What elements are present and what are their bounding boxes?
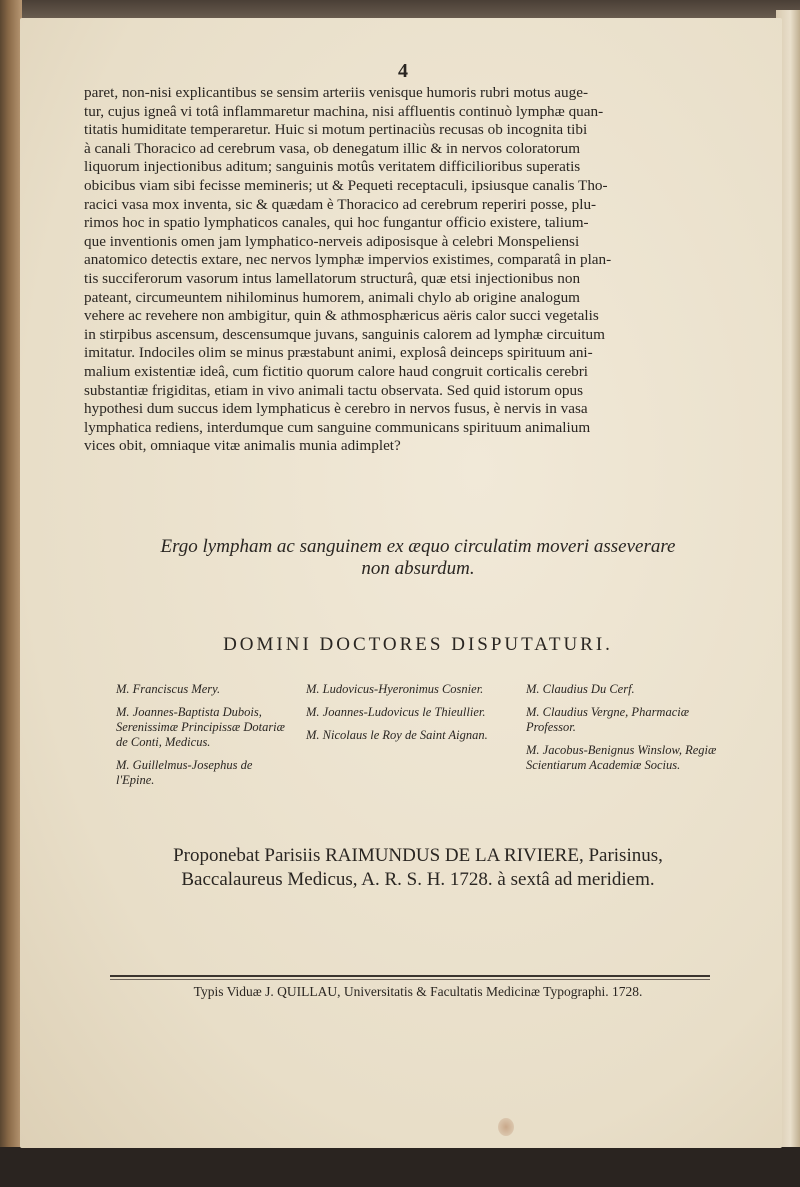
- text-line: hypothesi dum succus idem lymphaticus è cerebro in nervos fusus, è nervis in vasa: [84, 400, 588, 418]
- doctor-entry: M. Jacobus-Benignus Winslow, Regiæ Scientiarum Academiæ Socius.: [526, 743, 717, 772]
- text-line: pateant, circumeuntem nihilominus humorem, animali chylo ab origine analogum: [84, 288, 580, 306]
- text-line: substantiæ frigiditas, etiam in vivo animali tactu observata. Sed quid istorum opus: [84, 381, 584, 399]
- doctor-entry: M. Guillelmus-Josephus de l'Epine.: [116, 758, 253, 787]
- paper-stain: [498, 1118, 514, 1136]
- text-line: à canali Thoracico ad cerebrum vasa, ob denegatum illic & in nervos coloratorum: [84, 139, 581, 157]
- text-line: anatomico detectis extare, nec nervos lymphæ impervios existimes, comparatâ in plan-: [84, 251, 612, 269]
- doctors-list: [116, 682, 736, 796]
- text-line: malium existentiæ ideâ, cum fictitio quorum calore haud congruit corticalis cerebri: [84, 362, 588, 380]
- text-line: obicibus viam sibi fecisse memineris; ut & Pequeti receptaculi, ipsiusque canalis Tho-: [84, 176, 608, 194]
- body-paragraph: [84, 84, 752, 456]
- doctor-entry: M. Franciscus Mery.: [116, 682, 221, 696]
- divider-rule: [110, 979, 710, 980]
- text-line: vices obit, omniaque vitæ animalis munia adimplet?: [84, 437, 401, 455]
- bottom-shadow: [0, 1147, 800, 1187]
- text-line: racici vasa mox inventa, sic & quædam è Thoracico ad cerebrum reperiri posse, plu-: [84, 195, 597, 213]
- text-line: paret, non-nisi explicantibus se sensim arteriis venisque humoris rubri motus auge-: [84, 84, 589, 101]
- printer-imprint: Typis Viduæ J. QUILLAU, Universitatis & Facultatis Medicinæ Typographi. 1728.: [193, 984, 643, 999]
- proponebat-line-1: Proponebat Parisiis RAIMUNDUS DE LA RIVIERE, Parisinus,: [173, 845, 663, 866]
- conclusion-line-1: Ergo lympham ac sanguinem ex æquo circulatim moveri asseverare: [160, 536, 676, 557]
- doctor-entry: M. Joannes-Baptista Dubois, Serenissimæ Principissæ Dotariæ de Conti, Medicus.: [116, 705, 285, 749]
- text-line: in stirpibus ascensum, descensumque juvans, sanguinis calorem ad lymphæ circuitum: [84, 325, 605, 343]
- text-line: vehere ac revehere non ambigitur, quin & athmosphæricus aëris calor succi vegetalis: [84, 307, 599, 325]
- text-line: liquorum injectionibus aditum; sanguinis motûs veritatem difficilioribus superatis: [84, 158, 581, 176]
- text-line: imitatur. Indociles olim se minus præstabunt animi, explosâ deinceps spirituum ani-: [84, 344, 593, 362]
- document-page: [20, 18, 782, 1148]
- doctor-entry: M. Claudius Du Cerf.: [526, 682, 635, 696]
- page-number: 4: [398, 60, 408, 82]
- proponebat-line-2: Baccalaureus Medicus, A. R. S. H. 1728. à sextâ ad meridiem.: [181, 869, 655, 890]
- text-line: rimos hoc in spatio lymphaticos canales, qui hoc fungantur officio existere, talium-: [84, 214, 589, 232]
- doctor-entry: M. Claudius Vergne, Pharmaciæ Professor.: [526, 705, 690, 734]
- book-spine: [0, 0, 22, 1187]
- text-line: tur, cujus igneâ vi totâ inflammaretur machina, nisi affluentis continuò lymphæ quan-: [84, 102, 604, 120]
- text-line: tis succiferorum vasorum intus lamellatorum structurâ, quæ etsi injectionibus non: [84, 269, 581, 287]
- doctor-entry: M. Ludovicus-Hyeronimus Cosnier.: [306, 682, 484, 696]
- doctors-column-2: [306, 682, 526, 796]
- doctors-column-3: [526, 682, 736, 796]
- text-line: titatis humiditate temperaretur. Huic si motum pertinaciùs recusas ob incognita tibi: [84, 121, 588, 139]
- doctors-column-1: [116, 682, 306, 796]
- text-line: que inventionis omen jam lymphatico-nerveis adiposisque à celebri Monspeliensi: [84, 232, 580, 250]
- conclusion-line-2: non absurdum.: [361, 558, 475, 579]
- conclusion: [84, 536, 752, 580]
- text-line: lymphatica rediens, interdumque cum sanguine communicans spirituum animalium: [84, 418, 591, 436]
- doctor-entry: M. Nicolaus le Roy de Saint Aignan.: [306, 728, 488, 742]
- section-heading: DOMINI DOCTORES DISPUTATURI.: [223, 634, 613, 655]
- doctor-entry: M. Joannes-Ludovicus le Thieullier.: [306, 705, 486, 719]
- divider-rule: [110, 975, 710, 977]
- proponebat-block: [84, 844, 752, 892]
